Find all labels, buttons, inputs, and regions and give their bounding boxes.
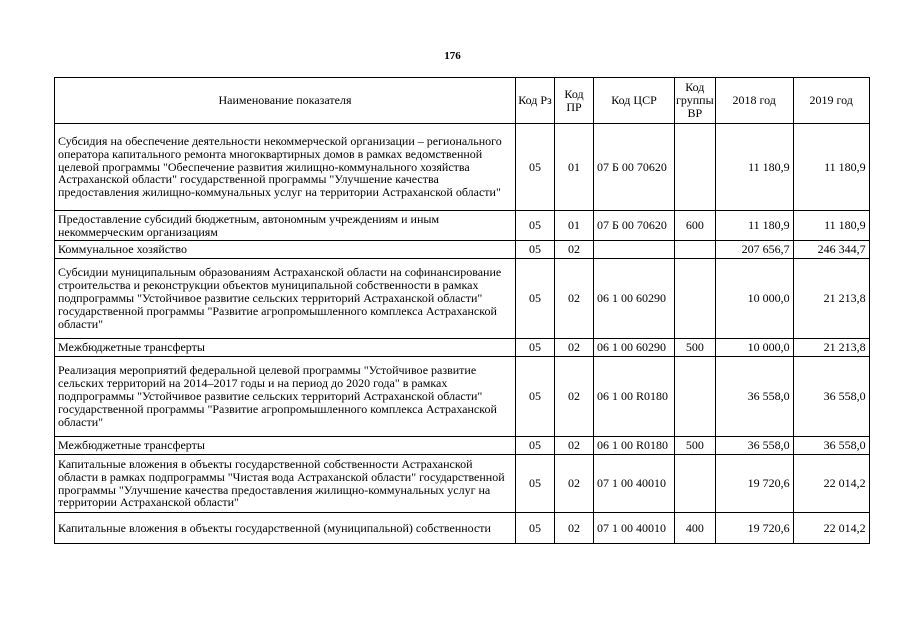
header-2018: 2018 год: [715, 78, 793, 124]
row-2018: 10 000,0: [715, 339, 793, 357]
row-2019: 36 558,0: [793, 357, 869, 437]
header-name: Наименование показателя: [55, 78, 516, 124]
header-2019: 2019 год: [793, 78, 869, 124]
row-pr: 02: [555, 513, 594, 544]
budget-table: [54, 77, 870, 544]
row-rz: 05: [516, 437, 555, 455]
row-2018: 207 656,7: [715, 241, 793, 259]
table-row: [55, 124, 870, 211]
header-vr: Код группы ВР: [675, 78, 716, 124]
row-pr: 02: [555, 455, 594, 513]
header-pr: Код ПР: [555, 78, 594, 124]
row-csr: 07 1 00 40010: [594, 513, 675, 544]
row-rz: 05: [516, 124, 555, 211]
row-name: Капитальные вложения в объекты государственной собственности Астраханской области в рамках подпрограммы "Чистая вода Астраханской области" государственной программы "Улучшение качества предоставления жилищно-коммунальных услуг на территории Астраханской области": [55, 455, 516, 513]
page-number: 176: [444, 50, 461, 62]
row-csr: 06 1 00 R0180: [594, 357, 675, 437]
row-pr: 02: [555, 357, 594, 437]
row-pr: 02: [555, 259, 594, 339]
row-2019: 36 558,0: [793, 437, 869, 455]
row-2019: 22 014,2: [793, 455, 869, 513]
row-2018: 10 000,0: [715, 259, 793, 339]
table-row: [55, 437, 870, 455]
row-name: Реализация мероприятий федеральной целевой программы "Устойчивое развитие сельских территорий на 2014–2017 годы и на период до 2020 года" в рамках подпрограммы "Устойчивое развитие сельских территорий Астраханской области" государственной программы "Развитие агропромышленного комплекса Астраханской области": [55, 357, 516, 437]
header-rz: Код Рз: [516, 78, 555, 124]
row-pr: 02: [555, 339, 594, 357]
row-name: Субсидия на обеспечение деятельности некоммерческой организации – регионального оператора капитального ремонта многоквартирных домов в рамках ведомственной целевой программы "Обеспечение развития жилищно-коммунального хозяйства Астраханской области" государственной программы "Улучшение качества предоставления жилищно-коммунальных услуг на территории Астраханской области": [55, 124, 516, 211]
row-vr: [675, 455, 716, 513]
row-name: Межбюджетные трансферты: [55, 437, 516, 455]
row-name: Предоставление субсидий бюджетным, автономным учреждениям и иным некоммерческим организациям: [55, 211, 516, 241]
table-row: [55, 241, 870, 259]
row-csr: 07 1 00 40010: [594, 455, 675, 513]
row-vr: [675, 259, 716, 339]
table-row: [55, 259, 870, 339]
row-name: Капитальные вложения в объекты государственной (муниципальной) собственности: [55, 513, 516, 544]
row-name: Межбюджетные трансферты: [55, 339, 516, 357]
row-2019: 11 180,9: [793, 211, 869, 241]
table-row: [55, 455, 870, 513]
row-vr: 600: [675, 211, 716, 241]
row-vr: 500: [675, 339, 716, 357]
table-row: [55, 211, 870, 241]
header-csr: Код ЦСР: [594, 78, 675, 124]
row-name: Субсидии муниципальным образованиям Астраханской области на софинансирование строительства и реконструкции объектов муниципальной собственности в рамках подпрограммы "Устойчивое развитие сельских территорий Астраханской области" государственной программы "Развитие агропромышленного комплекса Астраханской области": [55, 259, 516, 339]
row-csr: 07 Б 00 70620: [594, 124, 675, 211]
row-vr: 500: [675, 437, 716, 455]
row-pr: 02: [555, 241, 594, 259]
row-2018: 19 720,6: [715, 513, 793, 544]
table-row: [55, 513, 870, 544]
table-header-row: [55, 78, 870, 124]
row-csr: 06 1 00 60290: [594, 259, 675, 339]
row-rz: 05: [516, 455, 555, 513]
row-name: Коммунальное хозяйство: [55, 241, 516, 259]
row-2018: 36 558,0: [715, 357, 793, 437]
row-2019: 11 180,9: [793, 124, 869, 211]
row-pr: 02: [555, 437, 594, 455]
row-csr: 07 Б 00 70620: [594, 211, 675, 241]
row-rz: 05: [516, 339, 555, 357]
row-2018: 11 180,9: [715, 211, 793, 241]
row-2018: 19 720,6: [715, 455, 793, 513]
row-vr: [675, 124, 716, 211]
row-csr: 06 1 00 R0180: [594, 437, 675, 455]
row-pr: 01: [555, 124, 594, 211]
row-rz: 05: [516, 241, 555, 259]
row-2019: 246 344,7: [793, 241, 869, 259]
row-csr: 06 1 00 60290: [594, 339, 675, 357]
row-2018: 36 558,0: [715, 437, 793, 455]
row-vr: [675, 357, 716, 437]
row-rz: 05: [516, 211, 555, 241]
row-vr: [675, 241, 716, 259]
row-pr: 01: [555, 211, 594, 241]
row-2019: 21 213,8: [793, 339, 869, 357]
row-2019: 21 213,8: [793, 259, 869, 339]
table-row: [55, 339, 870, 357]
row-rz: 05: [516, 357, 555, 437]
row-csr: [594, 241, 675, 259]
row-vr: 400: [675, 513, 716, 544]
table-row: [55, 357, 870, 437]
row-2018: 11 180,9: [715, 124, 793, 211]
row-2019: 22 014,2: [793, 513, 869, 544]
row-rz: 05: [516, 259, 555, 339]
row-rz: 05: [516, 513, 555, 544]
